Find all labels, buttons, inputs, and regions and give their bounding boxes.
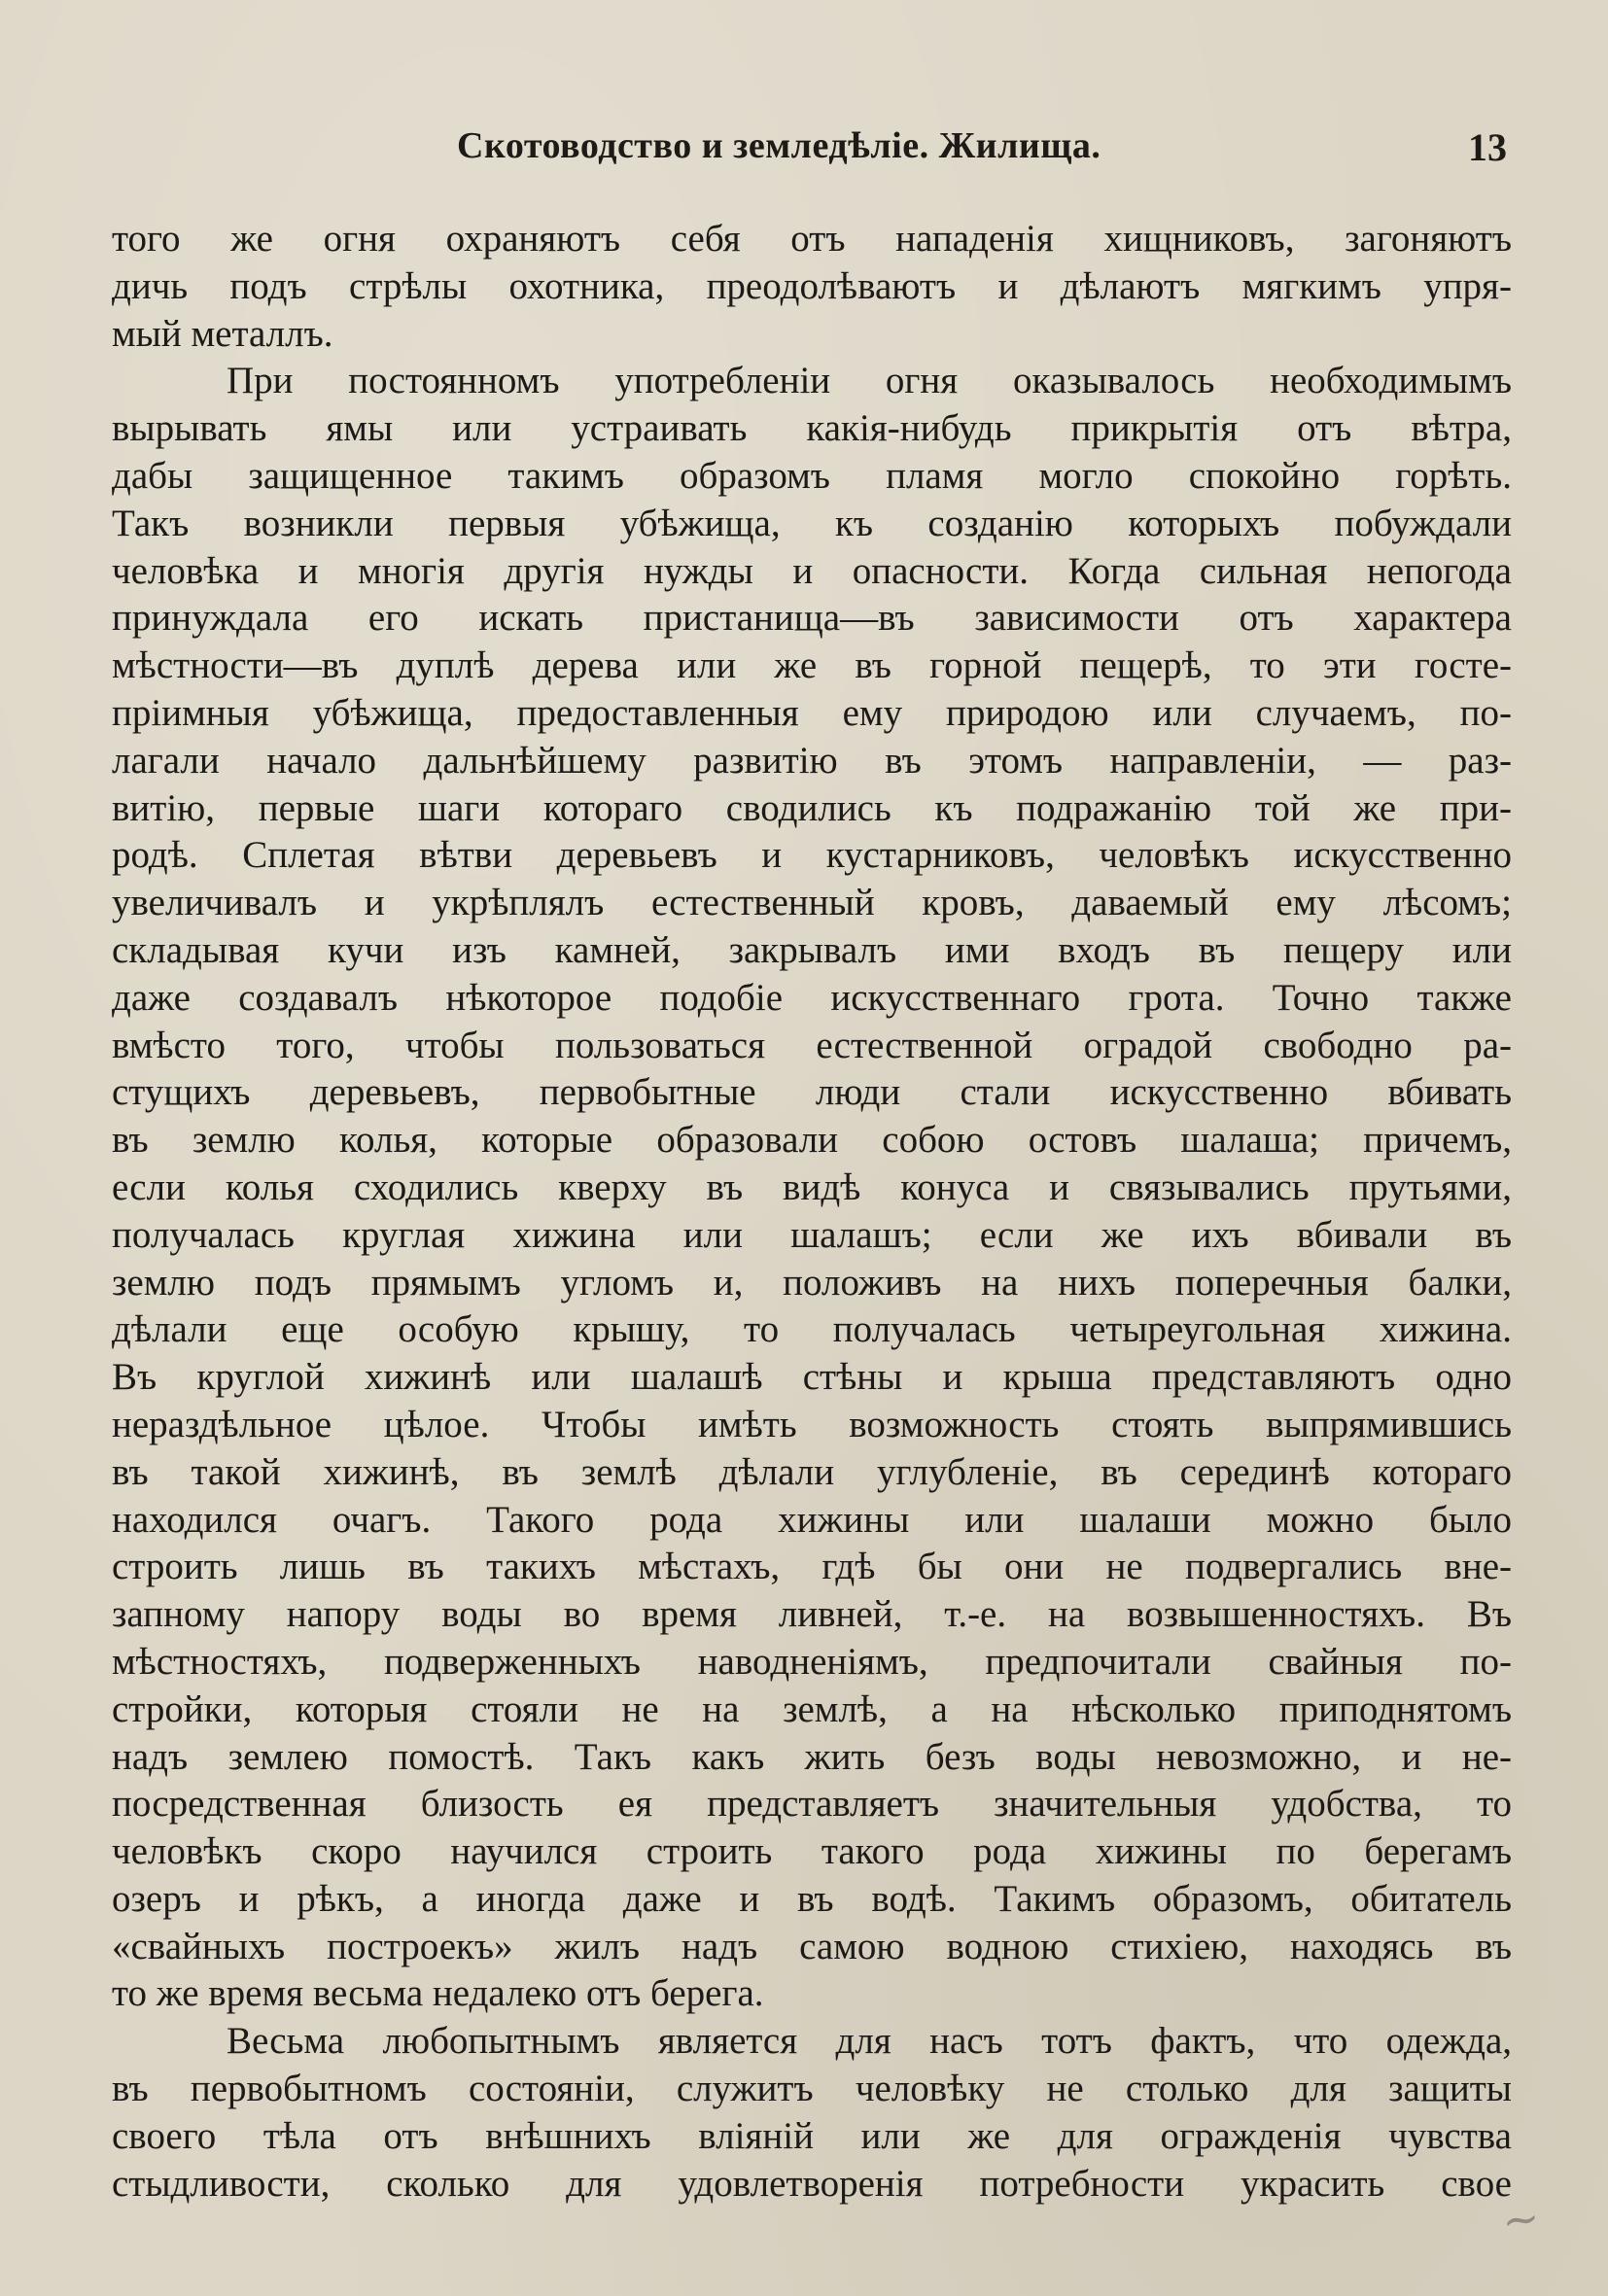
text-line: дѣлали еще особую крышу, то получалась четыреугольная хижина. — [112, 1308, 1512, 1351]
paragraph — [112, 358, 1512, 2018]
text-line: землю подъ прямымъ угломъ и, положивъ на нихъ поперечныя балки, — [112, 1261, 1512, 1304]
text-line: стущихъ деревьевъ, первобытные люди стали искусственно вбивать — [112, 1071, 1512, 1114]
text-line: витію, первые шаги котораго сводились къ подражанію той же при- — [112, 786, 1512, 829]
text-line: мѣстности—въ дуплѣ дерева или же въ горной пещерѣ, то эти госте- — [112, 644, 1512, 687]
text-line: вырывать ямы или устраивать какія-нибудь прикрытія отъ вѣтра, — [112, 407, 1512, 450]
text-line: нераздѣльное цѣлое. Чтобы имѣть возможность стоять выпрямившись — [112, 1403, 1512, 1445]
text-line: въ такой хижинѣ, въ землѣ дѣлали углубленіе, въ серединѣ котораго — [112, 1450, 1512, 1493]
text-line: въ землю колья, которые образовали собою остовъ шалаша; причемъ, — [112, 1119, 1512, 1162]
text-line: озеръ и рѣкъ, а иногда даже и въ водѣ. Такимъ образомъ, обитатель — [112, 1877, 1512, 1920]
text-line: того же огня охраняютъ себя отъ нападенія хищниковъ, загоняютъ — [112, 218, 1512, 260]
running-head-title: Скотоводство и земледѣліе. Жилища. — [457, 125, 1101, 166]
page-number: 13 — [1468, 125, 1507, 169]
text-line: находился очагъ. Такого рода хижины или шалаши можно было — [112, 1498, 1512, 1541]
text-line: Весьма любопытнымъ является для насъ тотъ фактъ, что одежда, — [227, 2020, 1512, 2063]
text-line: складывая кучи изъ камней, закрывалъ ими входъ въ пещеру или — [112, 928, 1512, 971]
text-line: Въ круглой хижинѣ или шалашѣ стѣны и крыша представляютъ одно — [112, 1356, 1512, 1399]
text-line: человѣка и многія другія нужды и опасности. Когда сильная непогода — [112, 549, 1512, 592]
paragraph — [112, 2018, 1512, 2208]
text-line: принуждала его искать пристанища—въ зависимости отъ характера — [112, 597, 1512, 640]
text-line: человѣкъ скоро научился строить такого рода хижины по берегамъ — [112, 1830, 1512, 1873]
text-line: запному напору воды во время ливней, т.-е. на возвышенностяхъ. Въ — [112, 1593, 1512, 1636]
text-line: увеличивалъ и укрѣплялъ естественный кровъ, даваемый ему лѣсомъ; — [112, 882, 1512, 924]
text-line: надъ землею помостѣ. Такъ какъ жить безъ воды невозможно, и не- — [112, 1735, 1512, 1778]
body-text — [112, 216, 1512, 2208]
text-line: пріимныя убѣжища, предоставленныя ему природою или случаемъ, по- — [112, 691, 1512, 734]
text-line: даже создавалъ нѣкоторое подобіе искусственнаго грота. Точно также — [112, 976, 1512, 1019]
text-line: посредственная близость ея представляетъ значительныя удобства, то — [112, 1783, 1512, 1826]
text-line: лагали начало дальнѣйшему развитію въ этомъ направленіи, — раз- — [112, 739, 1512, 782]
text-line: строить лишь въ такихъ мѣстахъ, гдѣ бы они не подвергались вне- — [112, 1546, 1512, 1588]
text-line: родѣ. Сплетая вѣтви деревьевъ и кустарниковъ, человѣкъ искусственно — [112, 834, 1512, 877]
running-head — [457, 124, 1507, 183]
text-line: мѣстностяхъ, подверженныхъ наводненіямъ, предпочитали свайныя по- — [112, 1640, 1512, 1683]
text-line: если колья сходились кверху въ видѣ конуса и связывались прутьями, — [112, 1165, 1512, 1208]
text-line: стыдливости, сколько для удовлетворенія потребности украсить свое — [112, 2162, 1512, 2205]
text-line: то же время весьма недалеко отъ берега. — [112, 1972, 764, 2015]
text-line: «свайныхъ построекъ» жилъ надъ самою водною стихіею, находясь въ — [112, 1925, 1512, 1967]
text-line: дабы защищенное такимъ образомъ пламя могло спокойно горѣть. — [112, 454, 1512, 497]
paragraph — [112, 216, 1512, 358]
text-line: стройки, которыя стояли не на землѣ, а на нѣсколько приподнятомъ — [112, 1687, 1512, 1730]
text-line: своего тѣла отъ внѣшнихъ вліяній или же для огражденія чувства — [112, 2114, 1512, 2157]
text-line: мый металлъ. — [112, 312, 333, 355]
text-line: въ первобытномъ состояніи, служитъ человѣку не столько для защиты — [112, 2068, 1512, 2110]
text-line: дичь подъ стрѣлы охотника, преодолѣваютъ и дѣлаютъ мягкимъ упря- — [112, 264, 1512, 307]
pencil-scribble-mark: ~ — [1498, 2190, 1544, 2248]
text-line: Такъ возникли первыя убѣжища, къ созданію которыхъ побуждали — [112, 502, 1512, 544]
text-line: вмѣсто того, чтобы пользоваться естественной оградой свободно ра- — [112, 1024, 1512, 1066]
text-line: получалась круглая хижина или шалашъ; если же ихъ вбивали въ — [112, 1213, 1512, 1256]
text-line: При постоянномъ употребленіи огня оказывалось необходимымъ — [227, 360, 1512, 402]
